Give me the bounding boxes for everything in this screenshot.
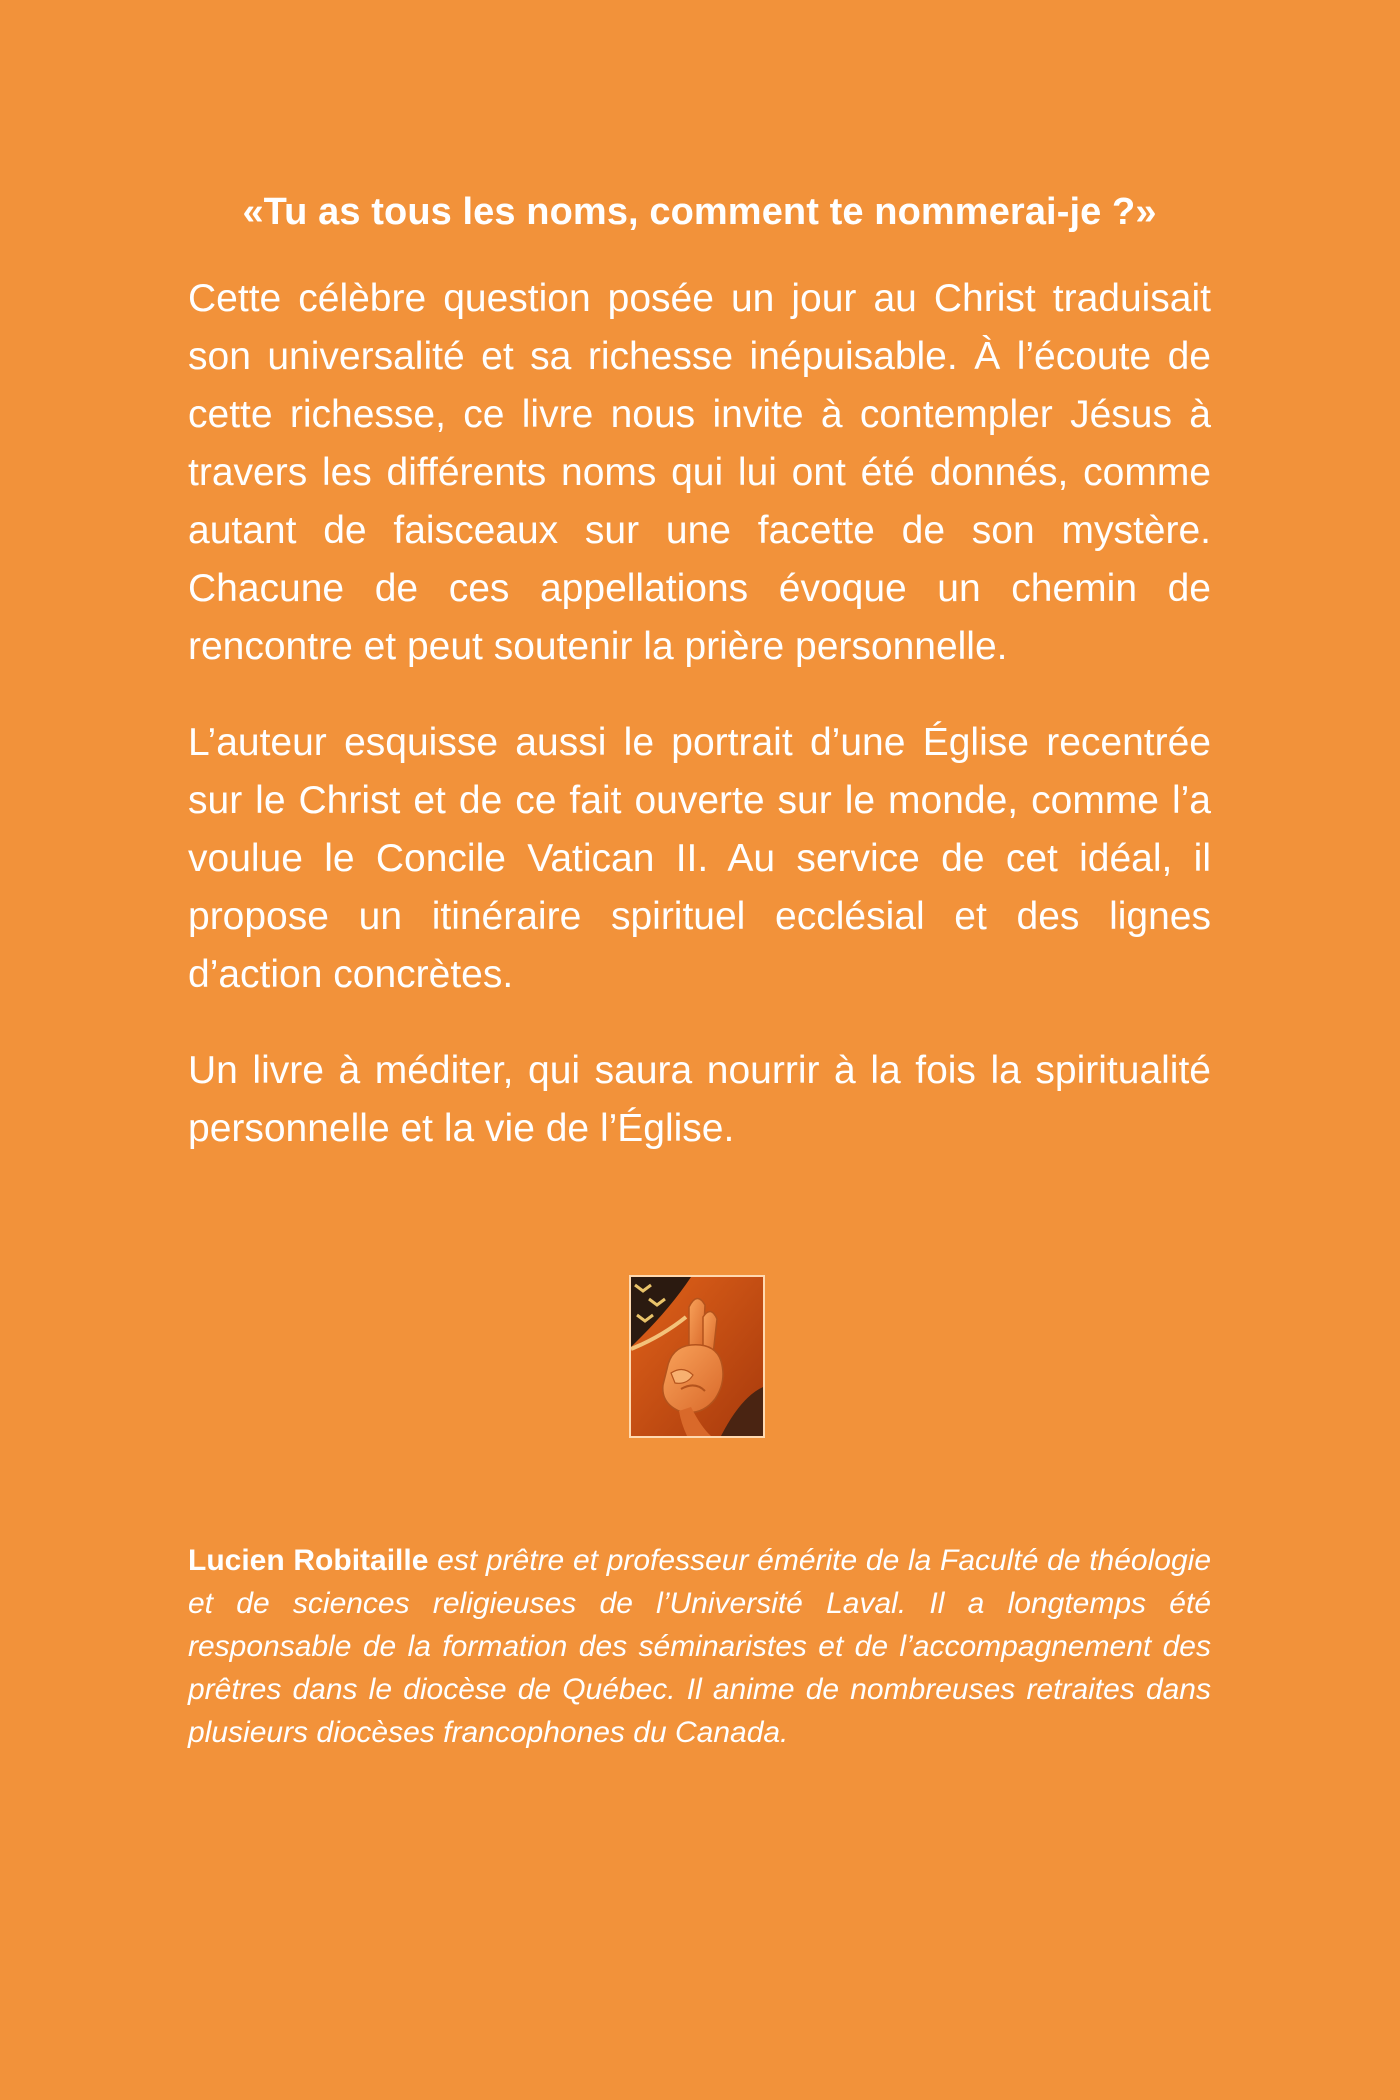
description-block [188,188,1211,1196]
description-paragraph-1: Cette célèbre question posée un jour au Christ traduisait son universalité et sa richesse inépuisable. À l’écoute de cette richesse, ce livre nous invite à contempler Jésus à travers les différents noms qui lui ont été donnés, comme autant de faisceaux sur une facette de son mystère. Chacune de ces appellations évoque un chemin de rencontre et peut soutenir la prière personnelle. [188,277,1211,668]
author-bio-text: est prêtre et professeur émérite de la Faculté de théologie et de sciences religieuses de l’Université Laval. Il a longtemps été responsable de la formation des séminaristes et de l’accompagnement des prêtres dans le diocèse de Québec. Il anime de nombreuses retraites dans plusieurs diocèses francophones du Canada. [188,1544,1211,1749]
description-paragraph-2: L’auteur esquisse aussi le portrait d’une Église recentrée sur le Christ et de ce fait ouverte sur le monde, comme l’a voulue le Concile Vatican II. Au service de cet idéal, il propose un itinéraire spirituel ecclésial et des lignes d’action concrètes. [188,721,1211,996]
epigraph-quote: «Tu as tous les noms, comment te nommerai-je ?» [242,191,1157,233]
icon-vignette-image [629,1275,765,1438]
author-bio [188,1539,1211,1754]
author-name: Lucien Robitaille [188,1544,429,1577]
blessing-hand-icon [631,1277,763,1436]
description-paragraph-3: Un livre à méditer, qui saura nourrir à la fois la spiritualité personnelle et la vie de l’Église. [188,1049,1211,1150]
